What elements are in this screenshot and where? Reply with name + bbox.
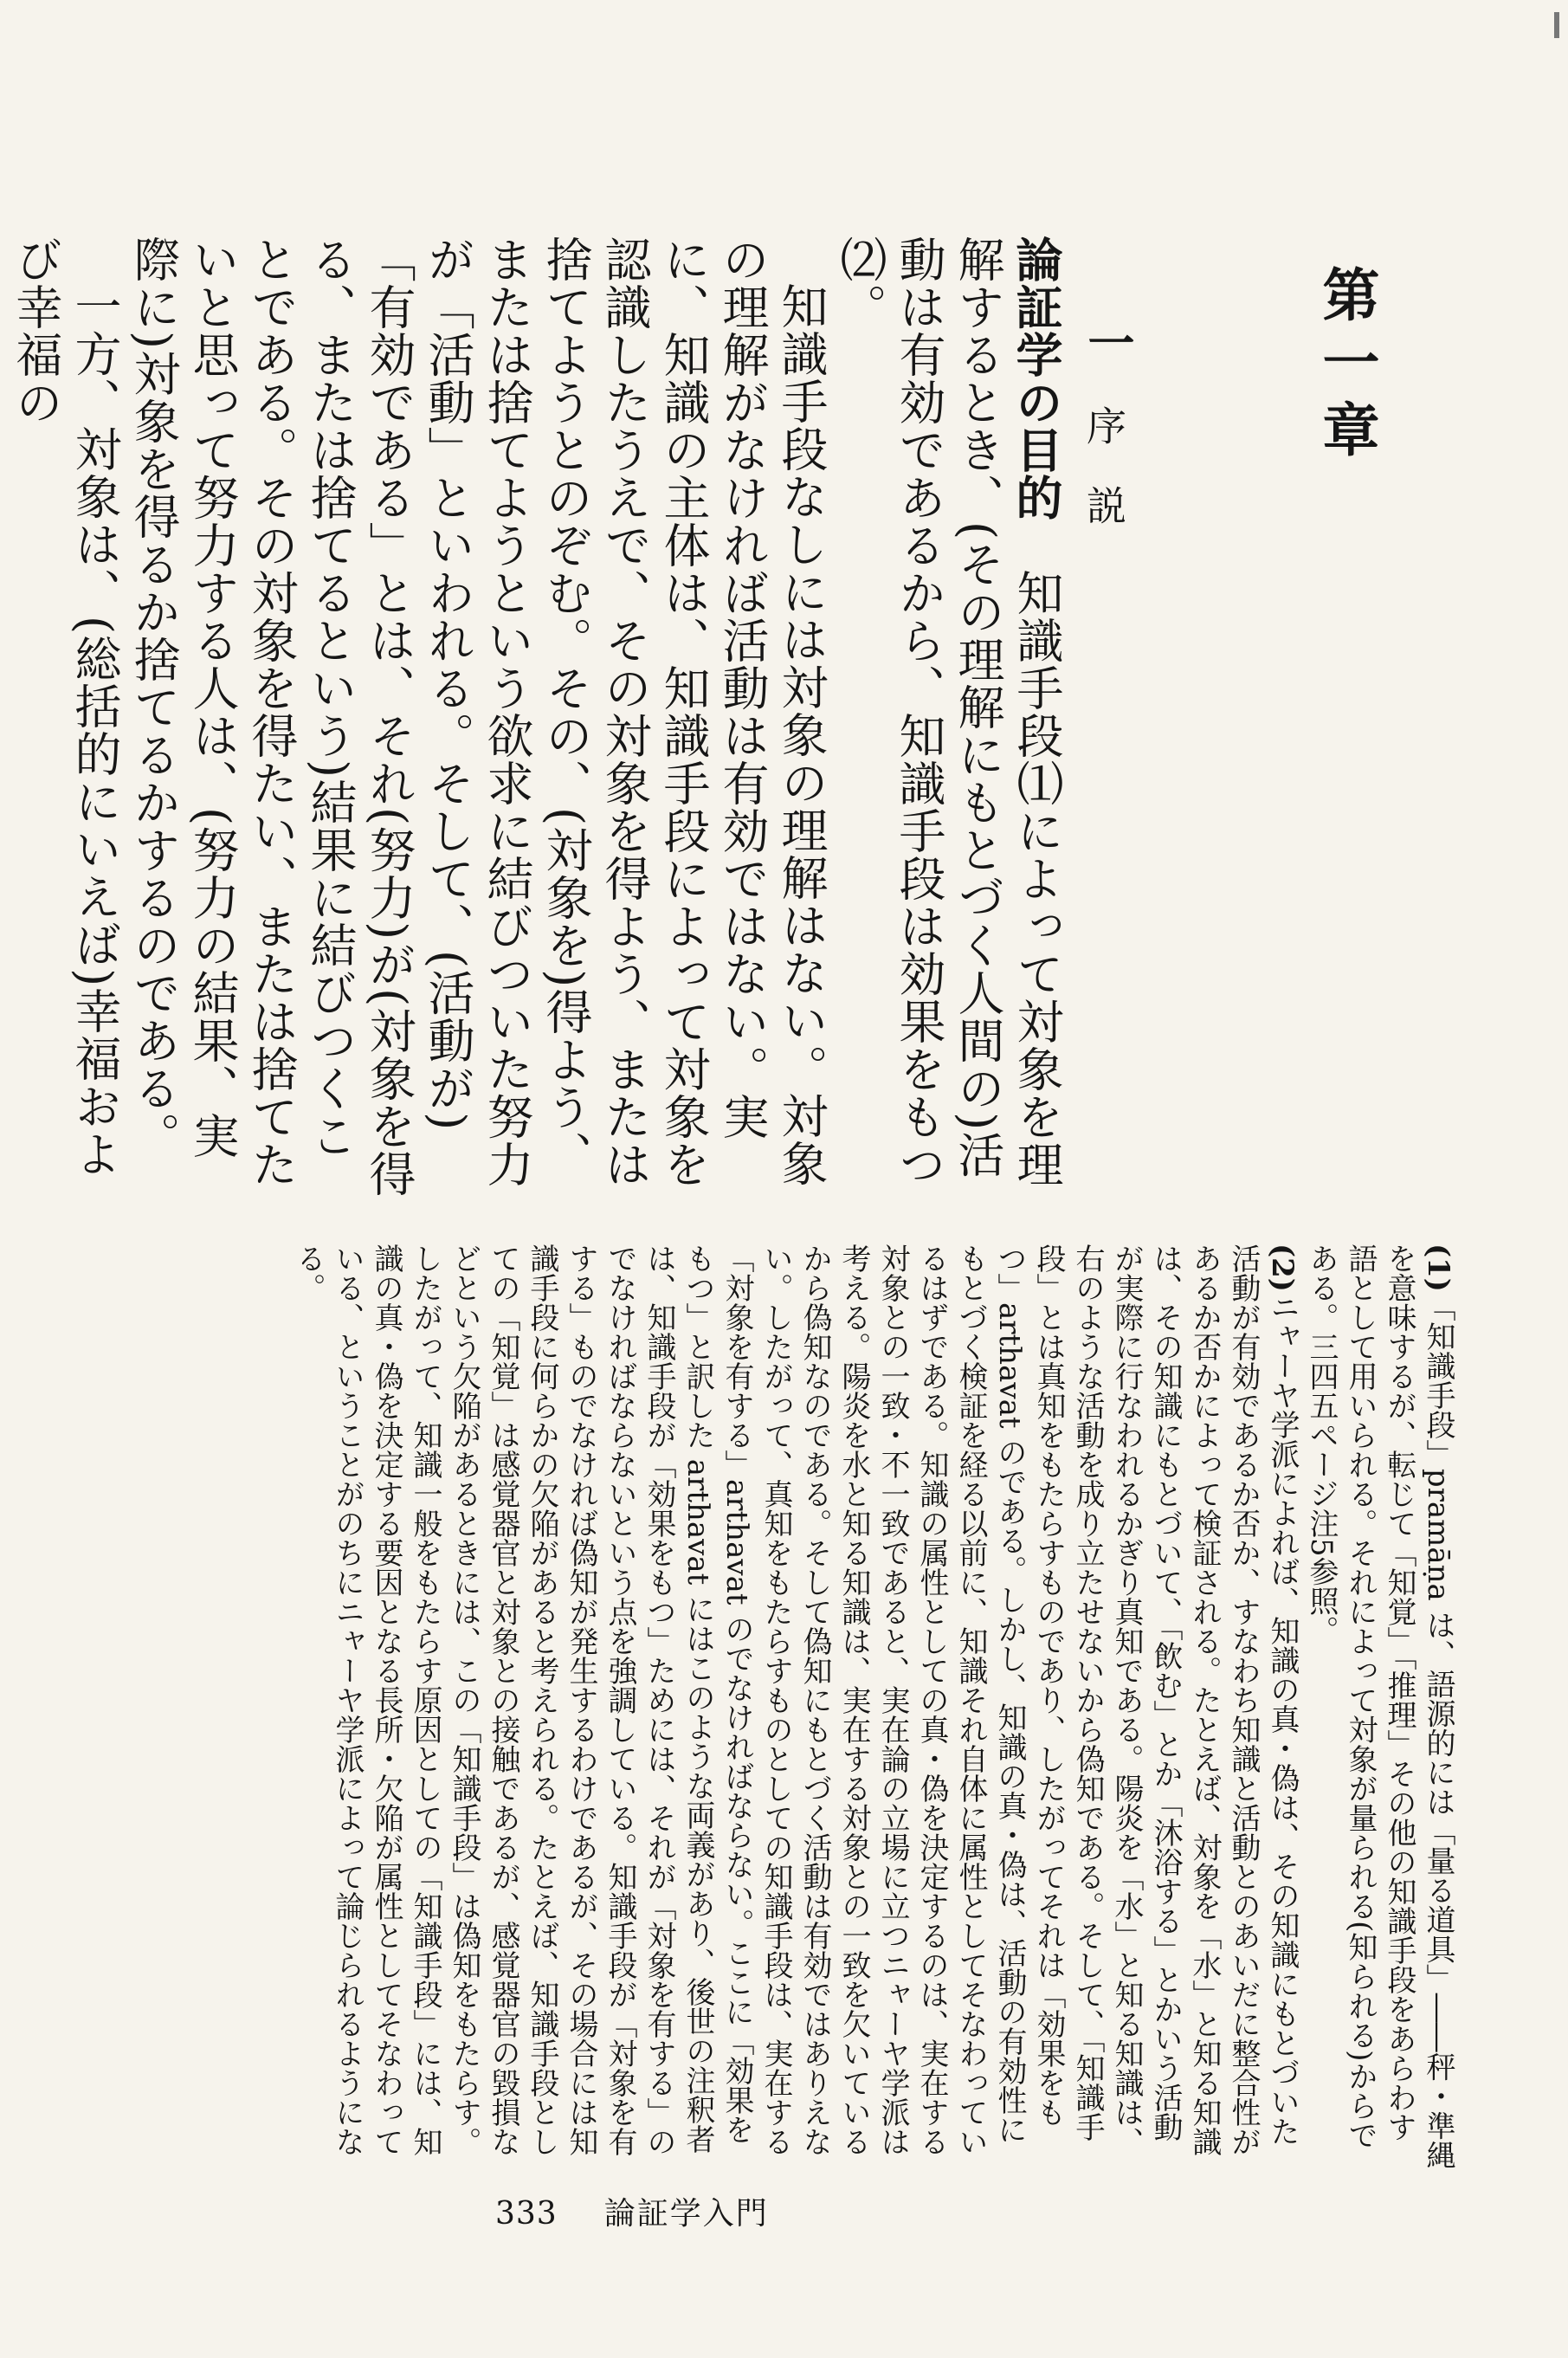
main-body-text (6, 236, 1066, 1205)
running-book-title: 論証学入門 (603, 2196, 769, 2232)
footnote-1-text: 「知識手段」pramāṇa は、語源的には「量る道具」――秤・準縄を意味するが、転じて「知覚」「推理」その他の知識手段をあらわす語として用いられる。それによって対象が量られる(知られる)からである。三四五ページ注5参照。 (1304, 1244, 1455, 2170)
footnote-2-marker: (2) (1265, 1244, 1300, 1292)
main-paragraph-3: 一方、対象は、(総括的にいえば)幸福および幸福の (9, 236, 122, 1179)
footnotes-block (288, 1244, 1457, 2170)
section-number: 一 (1081, 319, 1136, 365)
main-paragraph-1 (830, 236, 1066, 1205)
section-title: 序説 (1081, 405, 1127, 565)
chapter-title: 第一章 (1313, 265, 1380, 468)
footnote-2-text: ニャーヤ学派によれば、知識の真・偽は、その知識にもとづいた活動が有効であるか否か、すなわち知識と活動とのあいだに整合性があるか否かによって検証される。たとえば、対象を「水」と知る知識は、その知識にもとづいて、「飲む」とか「沐浴する」とかいう活動が実際に行なわれるかぎり真知である。陽炎を「水」と知る知識は、右のような活動を成り立たせないから偽知である。そして、「知識手段」とは真知をもたらすものであり、したがってそれは「効果をもつ」arthavat のである。しかし、知識の真・偽は、活動の有効性にもとづく検証を経る以前に、知識それ自体に属性としてそなわっているはずである。知識の属性としての真・偽を決定するのは、実在する対象との一致・不一致であると、実在論の立場に立つニャーヤ学派は考える。陽炎を水と知る知識は、実在する対象との一致を欠いているから偽知なのである。そして偽知にもとづく活動は有効ではありえない。したがって、真知をもたらすものとしての知識手段は、実在する「対象を有する」arthavat のでなければならない。ここに「効果をもつ」と訳した arthavat にはこのような両義があり、後世の注釈者は、知識手段が「効果をもつ」ためには、それが「対象を有する」のでなければならないという点を強調している。知識手段が「対象を有する」ものでなければ偽知が発生するわけであるが、その場合には知識手段に何らかの欠陥があると考えられる。たとえば、知識手段としての「知覚」は感覚器官と対象との接触であるが、感覚器官の毀損などという欠陥があるときには、この「知識手段」は偽知をもたらす。したがって、知識一般をもたらす原因としての「知識手段」には、知識の真・偽を決定する要因となる長所・欠陥が属性としてそなわっている、ということがのちにニャーヤ学派によって論じられるようになる。 (291, 1244, 1300, 2156)
subhead-purpose-of-logic: 論証学の目的 (1009, 236, 1064, 521)
page-footer (495, 2189, 769, 2233)
footnote-1-marker: (1) (1421, 1244, 1455, 1292)
main-paragraph-2: 知識手段なしには対象の理解はない。対象の理解がなければ活動は有効ではない。実に、知識の主体は、知識手段によって対象を認識したうえで、その対象を得よう、または捨てようとのぞむ。その、(対象を)得よう、または捨てようという欲求に結びついた努力が「活動」といわれる。そして、(活動が)「有効である」とは、それ(努力)が(対象を得る、または捨てるという)結果に結びつくことである。その対象を得たい、または捨てたいと思って努力する人は、(努力の結果、実際に)対象を得るか捨てるかするのである。 (126, 236, 829, 1198)
footnote-2 (288, 1244, 1301, 2170)
page-number: 333 (495, 2196, 558, 2232)
scan-artifact (1554, 12, 1559, 38)
main-paragraph-1-text: 知識手段⑴によって対象を理解するとき、(その理解にもとづく人間の)活動は有効であるから、知識手段は効果をもつ⑵。 (833, 236, 1064, 1188)
footnote-1 (1301, 1244, 1457, 2170)
